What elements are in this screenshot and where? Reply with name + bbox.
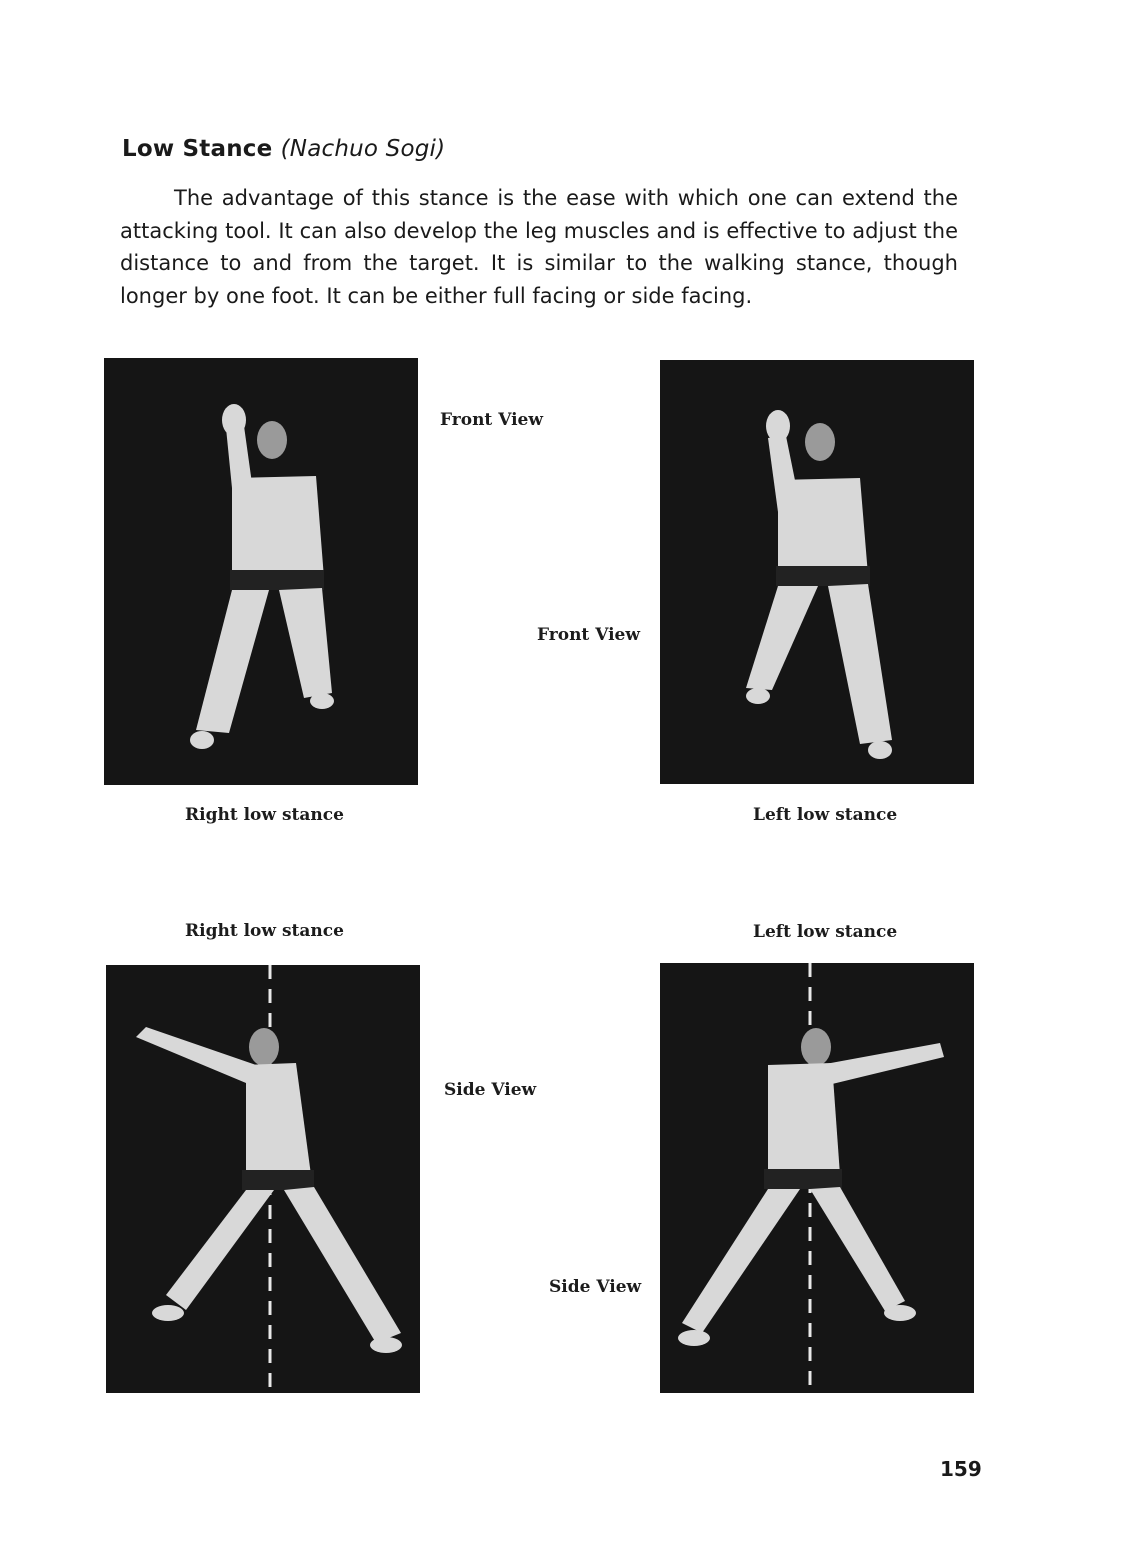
photo-left-low-stance-front bbox=[660, 360, 974, 784]
page-number: 159 bbox=[940, 1457, 982, 1481]
label-side-view: Side View bbox=[444, 1080, 537, 1100]
body-paragraph: The advantage of this stance is the ease with which one can extend the attacking tool. It can also develop the leg muscles and is effective to adjust the distance to and from the target. It is similar to the walking stance, though longer by one foot. It can be either full facing or side facing. bbox=[120, 186, 958, 308]
section-heading bbox=[122, 136, 445, 162]
photo-right-low-stance-side bbox=[106, 965, 420, 1393]
photo-left-low-stance-side bbox=[660, 963, 974, 1393]
label-front-view: Front View bbox=[537, 625, 640, 645]
heading-subtitle: (Nachuo Sogi) bbox=[280, 136, 446, 162]
caption-left-low-stance: Left low stance bbox=[753, 805, 898, 825]
label-front-view: Front View bbox=[440, 410, 543, 430]
caption-right-low-stance: Right low stance bbox=[185, 805, 344, 825]
label-side-view: Side View bbox=[549, 1277, 642, 1297]
caption-left-low-stance: Left low stance bbox=[753, 922, 898, 942]
caption-right-low-stance: Right low stance bbox=[185, 921, 344, 941]
heading-title: Low Stance bbox=[122, 136, 273, 162]
photo-right-low-stance-front bbox=[104, 358, 418, 785]
